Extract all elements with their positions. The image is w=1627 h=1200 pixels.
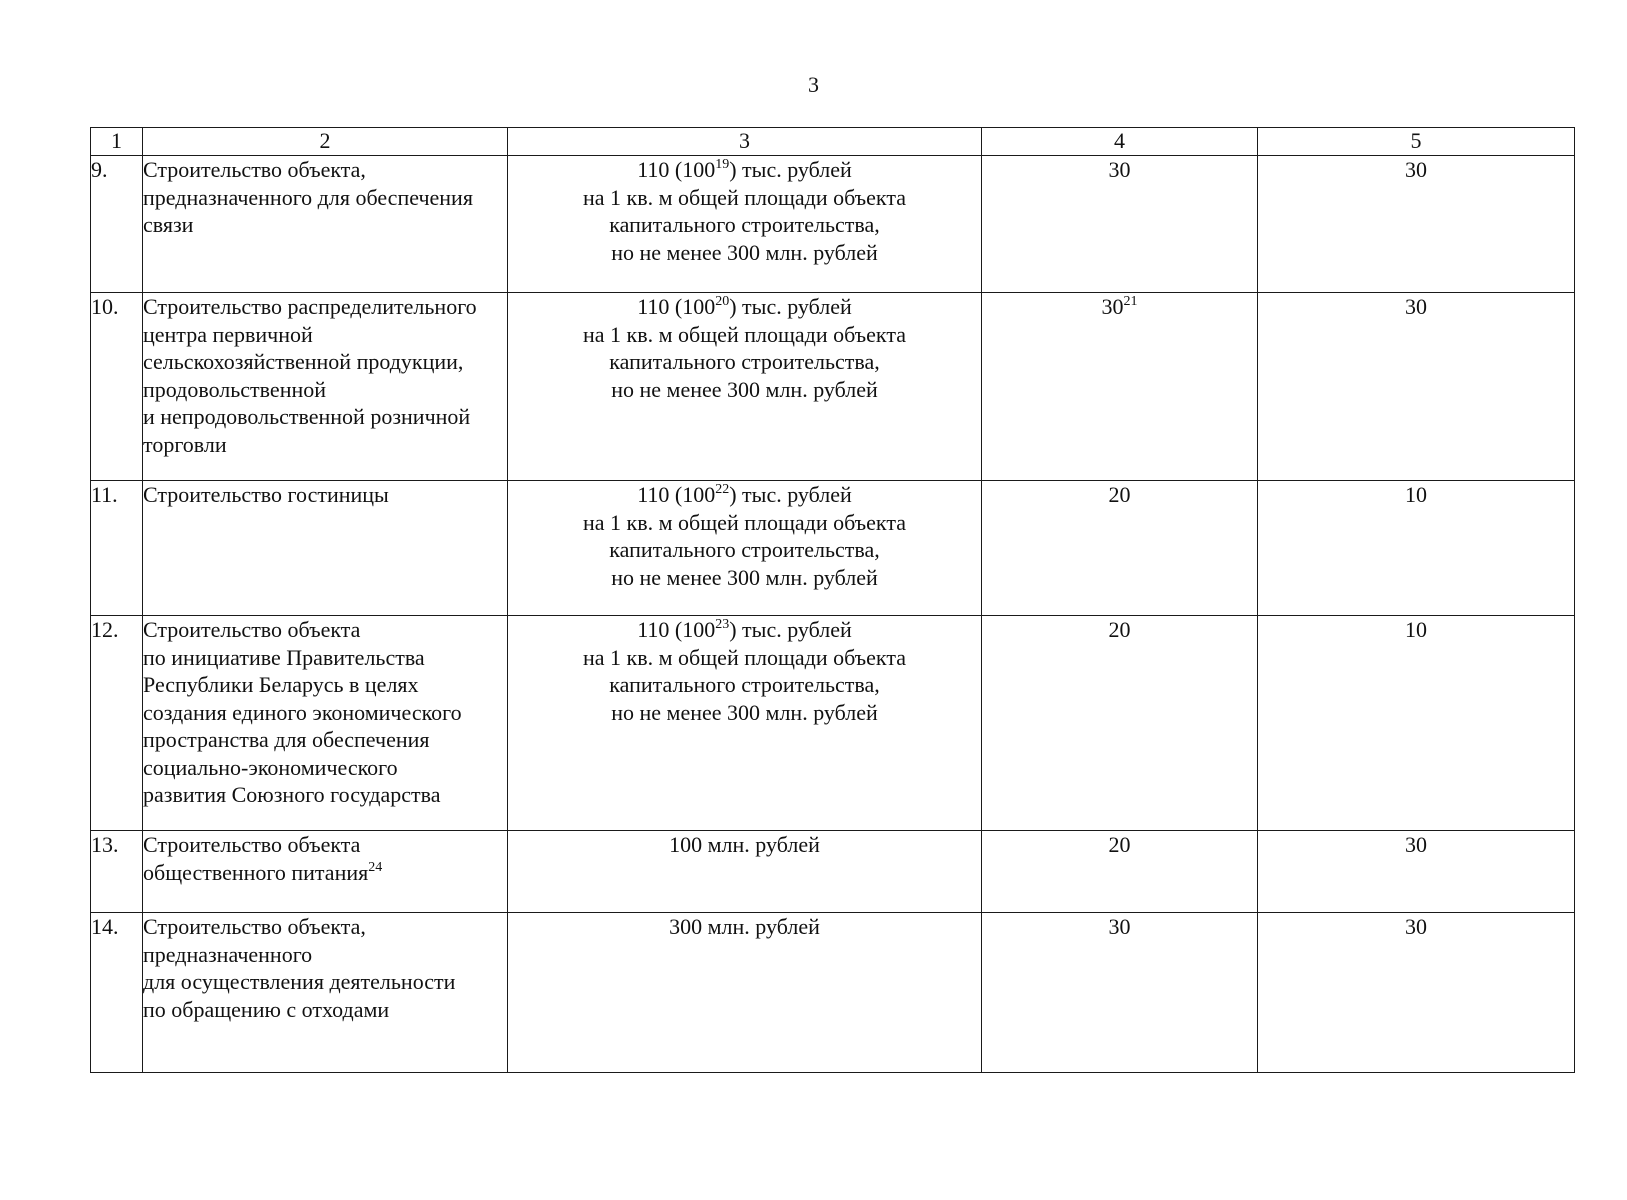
object-name-line: продовольственной: [143, 376, 327, 402]
object-name-line: сельскохозяйственной продукции,: [143, 349, 464, 374]
object-name-line-wrap: [143, 859, 507, 887]
column-header: 4: [982, 128, 1258, 156]
object-name-line: Строительство объекта: [143, 617, 361, 642]
investment-amount-first-line: [508, 293, 981, 321]
footnote-marker: 23: [715, 617, 730, 632]
column-header: 5: [1258, 128, 1575, 156]
column-4-value: 20: [1108, 482, 1131, 507]
object-name-line: центра первичной: [143, 321, 313, 347]
column-4-cell: [982, 831, 1258, 913]
column-5-value: 30: [1405, 294, 1427, 319]
column-4-cell: [982, 616, 1258, 831]
investment-amount-line: но не менее 300 млн. рублей: [611, 699, 878, 725]
object-name-line: предназначенного: [143, 941, 313, 967]
document-table: [90, 127, 1575, 1073]
column-5-value: 10: [1405, 482, 1427, 507]
column-5-cell: [1258, 616, 1575, 831]
investment-amount-line: но не менее 300 млн. рублей: [611, 564, 878, 590]
object-name-line: Строительство распределительного: [143, 294, 477, 319]
footnote-marker: 22: [715, 482, 730, 497]
row-number-cell: [91, 293, 143, 481]
footnote-marker: 19: [715, 157, 730, 172]
investment-amount-text: 110 (100: [637, 157, 716, 182]
investment-amount-text: ) тыс. рублей: [729, 294, 852, 319]
investment-amount-first-line: [508, 616, 981, 644]
investment-amount-cell: [508, 831, 982, 913]
investment-amount-first-line: [508, 481, 981, 509]
column-5-value: 30: [1405, 914, 1427, 939]
table-row: [91, 616, 1575, 831]
object-name-line: и непродовольственной розничной: [143, 404, 471, 429]
object-name-cell: [143, 831, 508, 913]
row-number-cell: [91, 481, 143, 616]
row-number: 9.: [91, 157, 108, 182]
footnote-marker: 21: [1123, 294, 1138, 309]
column-5-cell: [1258, 481, 1575, 616]
investment-amount-line: на 1 кв. м общей площади объекта: [583, 184, 906, 210]
investment-amount-first-line: [508, 913, 981, 941]
investment-amount-cell: [508, 481, 982, 616]
object-name-line: Строительство гостиницы: [143, 482, 389, 507]
investment-amount-line: но не менее 300 млн. рублей: [611, 239, 878, 265]
object-name-cell: [143, 913, 508, 1073]
object-name-cell: [143, 293, 508, 481]
table-row: [91, 293, 1575, 481]
investment-amount-text: 100 млн. рублей: [669, 832, 820, 857]
investment-amount-cell: [508, 616, 982, 831]
column-4-value: 30: [1101, 294, 1124, 319]
row-number: 10.: [91, 294, 119, 319]
object-name-line: развития Союзного государства: [143, 782, 441, 807]
object-name-line: Строительство объекта: [143, 832, 361, 857]
row-number-cell: [91, 616, 143, 831]
investment-amount-line: на 1 кв. м общей площади объекта: [583, 321, 906, 347]
column-4-cell: [982, 481, 1258, 616]
investment-amount-cell: [508, 293, 982, 481]
row-number-cell: [91, 831, 143, 913]
object-name-line: по обращению с отходами: [143, 996, 390, 1022]
column-4-value: 30: [1108, 157, 1131, 182]
object-name-line: Строительство объекта,: [143, 914, 366, 939]
row-number: 14.: [91, 914, 119, 939]
column-5-value: 30: [1405, 832, 1427, 857]
column-5-cell: [1258, 831, 1575, 913]
column-5-cell: [1258, 913, 1575, 1073]
column-4-cell: [982, 913, 1258, 1073]
row-number: 11.: [91, 482, 118, 507]
object-name-line: общественного питания: [143, 859, 369, 885]
object-name-line: для осуществления деятельности: [143, 969, 456, 994]
investment-amount-line: капитального строительства,: [609, 349, 880, 374]
column-header: 3: [508, 128, 982, 156]
investment-amount-line: на 1 кв. м общей площади объекта: [583, 644, 906, 670]
column-header: 2: [143, 128, 508, 156]
investment-amount-text: ) тыс. рублей: [729, 617, 852, 642]
investment-amount-line: на 1 кв. м общей площади объекта: [583, 509, 906, 535]
column-5-cell: [1258, 293, 1575, 481]
row-number: 12.: [91, 617, 119, 642]
row-number-cell: [91, 913, 143, 1073]
investment-amount-text: ) тыс. рублей: [729, 482, 852, 507]
footnote-marker: 20: [715, 294, 730, 309]
investment-amount-text: ) тыс. рублей: [729, 157, 852, 182]
object-name-line: предназначенного для обеспечения: [143, 184, 473, 210]
object-name-line: связи: [143, 212, 194, 237]
row-number-cell: [91, 156, 143, 293]
row-number: 13.: [91, 832, 119, 857]
investment-amount-text: 110 (100: [637, 617, 716, 642]
object-name-line: Строительство объекта,: [143, 157, 366, 182]
object-name-line: торговли: [143, 431, 227, 457]
column-header: 1: [91, 128, 143, 156]
table-row: [91, 913, 1575, 1073]
column-5-value: 30: [1405, 157, 1427, 182]
object-name-line: по инициативе Правительства: [143, 644, 425, 670]
investment-amount-text: 110 (100: [637, 294, 716, 319]
investment-amount-line: капитального строительства,: [609, 672, 880, 697]
investment-amount-line: капитального строительства,: [609, 212, 880, 237]
investment-amount-line: но не менее 300 млн. рублей: [611, 376, 878, 402]
object-name-line: пространства для обеспечения: [143, 727, 430, 752]
footnote-marker: 24: [368, 859, 383, 875]
table-body: [91, 156, 1575, 1073]
investment-amount-text: 300 млн. рублей: [669, 914, 820, 939]
column-5-cell: [1258, 156, 1575, 293]
investment-amount-cell: [508, 913, 982, 1073]
column-4-value: 30: [1108, 914, 1131, 939]
investment-amount-cell: [508, 156, 982, 293]
object-name-line: Республики Беларусь в целях: [143, 672, 419, 697]
investment-amount-line: капитального строительства,: [609, 537, 880, 562]
column-4-cell: [982, 293, 1258, 481]
table-row: [91, 481, 1575, 616]
object-name-cell: [143, 616, 508, 831]
column-4-value: 20: [1108, 832, 1131, 857]
table-header-row: [91, 128, 1575, 156]
table-row: [91, 156, 1575, 293]
column-4-cell: [982, 156, 1258, 293]
column-4-value: 20: [1108, 617, 1131, 642]
table-row: [91, 831, 1575, 913]
object-name-cell: [143, 156, 508, 293]
object-name-cell: [143, 481, 508, 616]
investment-amount-first-line: [508, 831, 981, 859]
investment-amount-text: 110 (100: [637, 482, 716, 507]
page-number: 3: [808, 72, 819, 97]
object-name-line: социально-экономического: [143, 754, 398, 780]
column-5-value: 10: [1405, 617, 1427, 642]
investment-amount-first-line: [508, 156, 981, 184]
object-name-line: создания единого экономического: [143, 699, 462, 725]
